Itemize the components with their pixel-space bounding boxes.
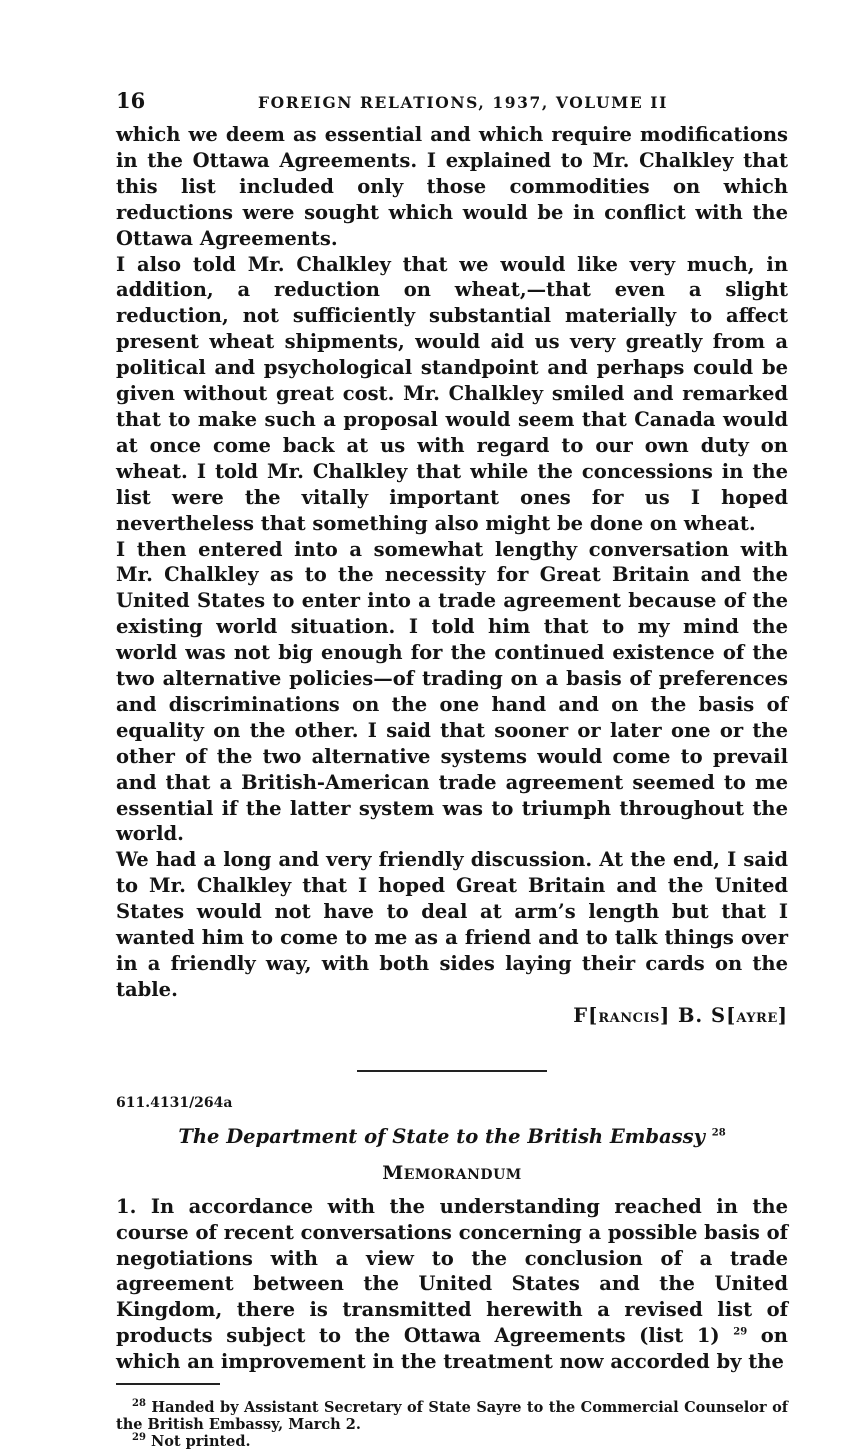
memorandum-label xyxy=(116,1160,788,1188)
paragraph-trade-agreement: I then entered into a somewhat lengthy conversation with Mr. Chalkley as to the necessity for Great Britain and the United States to enter into a trade agreement because of the existing world situation. I told him that to my mind the world was not big enough for the continued existence of the two alternative policies—of trading on a basis of preferences and discriminations on the one hand and on the basis of equality on the other. I said that sooner or later one or the other of the two alternative systems would come to prevail and that a British-American trade agreement seemed to me essential if the latter system was to triumph throughout the world. xyxy=(116,537,788,846)
signature-last-rest: AYRE xyxy=(736,1010,778,1026)
footnote-marker-29: 29 xyxy=(132,1432,146,1444)
memorandum-paragraph-start: 1. In accordance with the understanding reached in the course of recent conversations concerning a possible basis of negotiations with a view to the conclusion of a trade agreement between the United States and the United Kingdom, there is transmitted herewith a revised list of products subject to the Ottawa Agreements (list 1) xyxy=(116,1194,788,1348)
footnote-text-28: Handed by Assistant Secretary of State Sayre to the Commercial Counselor of the British Embassy, March 2. xyxy=(116,1399,788,1434)
footnote-28 xyxy=(116,1399,788,1433)
signature-first-rest: RANCIS xyxy=(598,1010,660,1026)
signature-first-initial: F[ xyxy=(573,1003,599,1027)
paragraph-friendly-discussion: We had a long and very friendly discussion. At the end, I said to Mr. Chalkley that I hoped Great Britain and the United States would not have to deal at arm’s length but that I wanted him to come to me as a friend and to talk things over in a friendly way, with both sides laying their cards on the table. xyxy=(116,848,788,1001)
footnotes xyxy=(116,1399,788,1450)
paragraph-continued: which we deem as essential and which require modifications in the Ottawa Agreements. I explained to Mr. Chalkley that this list included only those commodities on which reductions were sought which would be in conflict with the Ottawa Agreements. xyxy=(116,123,788,250)
footnote-rule xyxy=(116,1383,220,1385)
running-head xyxy=(116,86,788,122)
footnote-29 xyxy=(116,1433,788,1450)
document-heading xyxy=(116,1124,788,1150)
paragraph-wheat: I also told Mr. Chalkley that we would like very much, in addition, a reduction on wheat,—that even a slight reduction, not sufficiently substantial materially to affect present wheat shipments, would aid us very greatly from a political and psychological standpoint and perhaps could be given without great cost. Mr. Chalkley smiled and remarked that to make such a proposal would seem that Canada would at once come back at us with regard to our own duty on wheat. I told Mr. Chalkley that while the concessions in the list were the vitally important ones for us I hoped nevertheless that something also might be done on wheat. xyxy=(116,252,788,535)
footnote-text-29: Not printed. xyxy=(150,1433,251,1450)
document-page xyxy=(116,86,788,1450)
memorandum-paragraph-1 xyxy=(116,1194,788,1375)
footnote-marker-28: 28 xyxy=(132,1398,146,1410)
page-number: 16 xyxy=(116,88,146,113)
document-heading-text: The Department of State to the British Embassy xyxy=(178,1124,705,1148)
footnote-ref-28: 28 xyxy=(711,1127,726,1139)
signature-middle: ] B. S[ xyxy=(659,1003,737,1027)
signature-close: ] xyxy=(777,1003,788,1027)
memorandum-label-rest: EMORANDUM xyxy=(403,1166,522,1183)
memorandum-paragraph-end: on which an improvement in the treatment now accorded by the xyxy=(116,1324,788,1374)
signature xyxy=(116,1003,788,1032)
file-number: 611.4131/264a xyxy=(116,1094,233,1111)
section-divider xyxy=(357,1070,547,1072)
running-head-title: FOREIGN RELATIONS, 1937, VOLUME II xyxy=(258,93,668,112)
memorandum-label-cap: M xyxy=(382,1161,404,1184)
footnote-ref-29: 29 xyxy=(733,1326,748,1338)
